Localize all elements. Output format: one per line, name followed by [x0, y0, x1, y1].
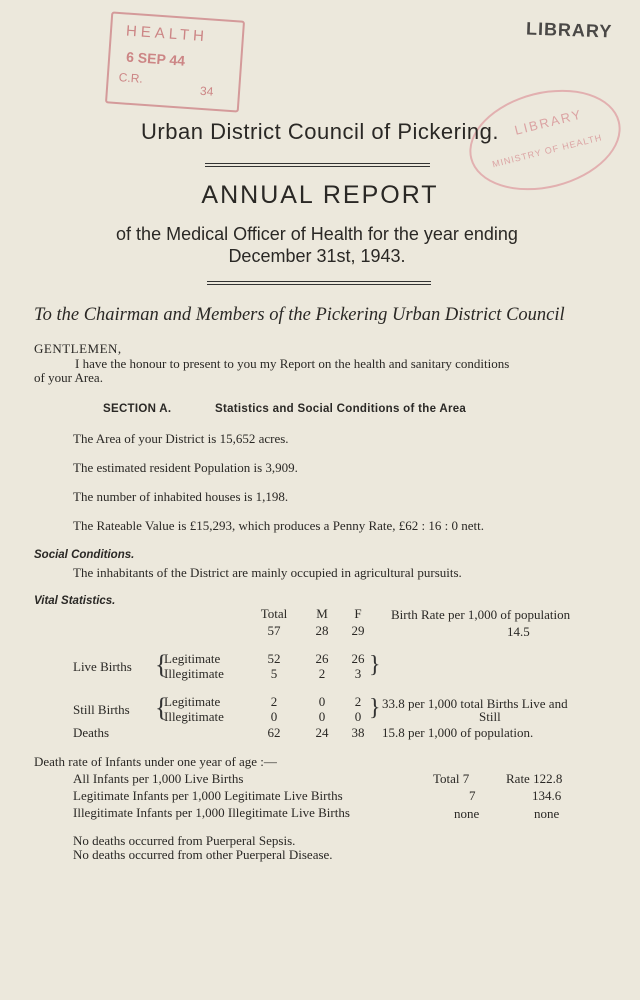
- live-legit-m: 26: [315, 651, 329, 666]
- received-stamp-date: 6 SEP 44: [125, 48, 186, 69]
- infants-row-total: Total 7: [433, 771, 470, 786]
- still-illegit-total: 0: [270, 709, 278, 724]
- infants-row-label: Illegitimate Infants per 1,000 Illegitimate Live Births: [73, 805, 350, 820]
- live-illegit-label: Illegitimate: [164, 666, 224, 681]
- header-rule-bottom: [207, 281, 431, 285]
- col-total-header: Total: [260, 606, 288, 621]
- deaths-label: Deaths: [73, 725, 110, 740]
- births-m: 28: [315, 623, 329, 638]
- salutation: GENTLEMEN,: [34, 341, 122, 356]
- col-f-header: F: [354, 606, 362, 621]
- still-illegit-label: Illegitimate: [164, 709, 224, 724]
- area-text: The Area of your District is 15,652 acres.: [73, 431, 289, 446]
- note-puerperal-disease: No deaths occurred from other Puerperal Disease.: [73, 847, 333, 862]
- birth-rate-label: Birth Rate per 1,000 of population: [391, 607, 571, 622]
- birth-rate-value: 14.5: [507, 624, 530, 639]
- oval-stamp-line2: MINISTRY OF HEALTH: [491, 132, 604, 170]
- live-births-brace: {: [155, 650, 168, 679]
- still-illegit-f: 0: [354, 709, 362, 724]
- still-legit-label: Legitimate: [164, 694, 221, 709]
- live-illegit-total: 5: [270, 666, 278, 681]
- intro-line2: of your Area.: [34, 370, 103, 385]
- section-title: Statistics and Social Conditions of the Area: [215, 403, 467, 415]
- deaths-m: 24: [315, 725, 329, 740]
- houses-text: The number of inhabited houses is 1,198.: [73, 489, 289, 504]
- still-rate-line1: 33.8 per 1,000 total Births Live and: [382, 696, 568, 711]
- social-text: The inhabitants of the District are mainly occupied in agricultural pursuits.: [73, 565, 462, 580]
- live-illegit-f: 3: [354, 666, 362, 681]
- still-illegit-m: 0: [318, 709, 326, 724]
- received-stamp-line4: 34: [199, 83, 214, 99]
- council-name: Urban District Council of Pickering.: [141, 119, 499, 144]
- live-births-close-brace: }: [369, 652, 381, 678]
- infants-heading: Death rate of Infants under one year of age :—: [34, 754, 277, 769]
- received-stamp: [105, 11, 245, 112]
- still-legit-f: 2: [354, 694, 362, 709]
- report-title: ANNUAL REPORT: [201, 181, 439, 209]
- still-births-close-brace: }: [369, 695, 381, 721]
- note-puerperal-sepsis: No deaths occurred from Puerperal Sepsis.: [73, 833, 296, 848]
- births-f: 29: [351, 623, 365, 638]
- infants-row-rate: 134.6: [532, 788, 562, 803]
- deaths-f: 38: [351, 725, 365, 740]
- still-legit-total: 2: [270, 694, 278, 709]
- infants-row-total: 7: [469, 788, 476, 803]
- deaths-total: 62: [267, 725, 281, 740]
- still-rate-line2: Still: [479, 709, 501, 724]
- oval-stamp-line1: LIBRARY: [512, 106, 584, 138]
- still-legit-m: 0: [318, 694, 326, 709]
- live-legit-f: 26: [351, 651, 365, 666]
- infants-row-label: Legitimate Infants per 1,000 Legitimate Live Births: [73, 788, 343, 803]
- infants-row-rate: none: [534, 806, 560, 821]
- still-births-brace: {: [155, 693, 168, 722]
- intro-line1: I have the honour to present to you my Report on the health and sanitary conditions: [75, 356, 510, 371]
- infants-row-total: none: [454, 806, 480, 821]
- vital-heading: Vital Statistics.: [34, 595, 116, 607]
- live-illegit-m: 2: [318, 666, 326, 681]
- infants-row-label: All Infants per 1,000 Live Births: [73, 771, 244, 786]
- live-births-label: Live Births: [73, 659, 132, 674]
- addressee: To the Chairman and Members of the Pickering Urban District Council: [34, 305, 565, 325]
- col-m-header: M: [316, 606, 328, 621]
- births-total: 57: [267, 623, 281, 638]
- header-rule-top: [205, 163, 430, 167]
- live-legit-total: 52: [267, 651, 281, 666]
- live-legit-label: Legitimate: [164, 651, 221, 666]
- death-rate-text: 15.8 per 1,000 of population.: [382, 725, 534, 740]
- infants-row-rate: Rate 122.8: [506, 771, 563, 786]
- report-subtitle-line1: of the Medical Officer of Health for the year ending: [116, 224, 518, 244]
- received-stamp-line3: C.R.: [118, 70, 144, 86]
- section-label: SECTION A.: [103, 403, 172, 415]
- population-text: The estimated resident Population is 3,909.: [73, 460, 298, 475]
- report-subtitle-line2: December 31st, 1943.: [228, 246, 406, 266]
- still-births-label: Still Births: [73, 702, 130, 717]
- rateable-value-text: The Rateable Value is £15,293, which produces a Penny Rate, £62 : 16 : 0 nett.: [73, 518, 484, 533]
- social-heading: Social Conditions.: [34, 549, 135, 561]
- received-stamp-line1: HEALTH: [125, 22, 209, 46]
- library-stamp: LIBRARY: [525, 18, 613, 42]
